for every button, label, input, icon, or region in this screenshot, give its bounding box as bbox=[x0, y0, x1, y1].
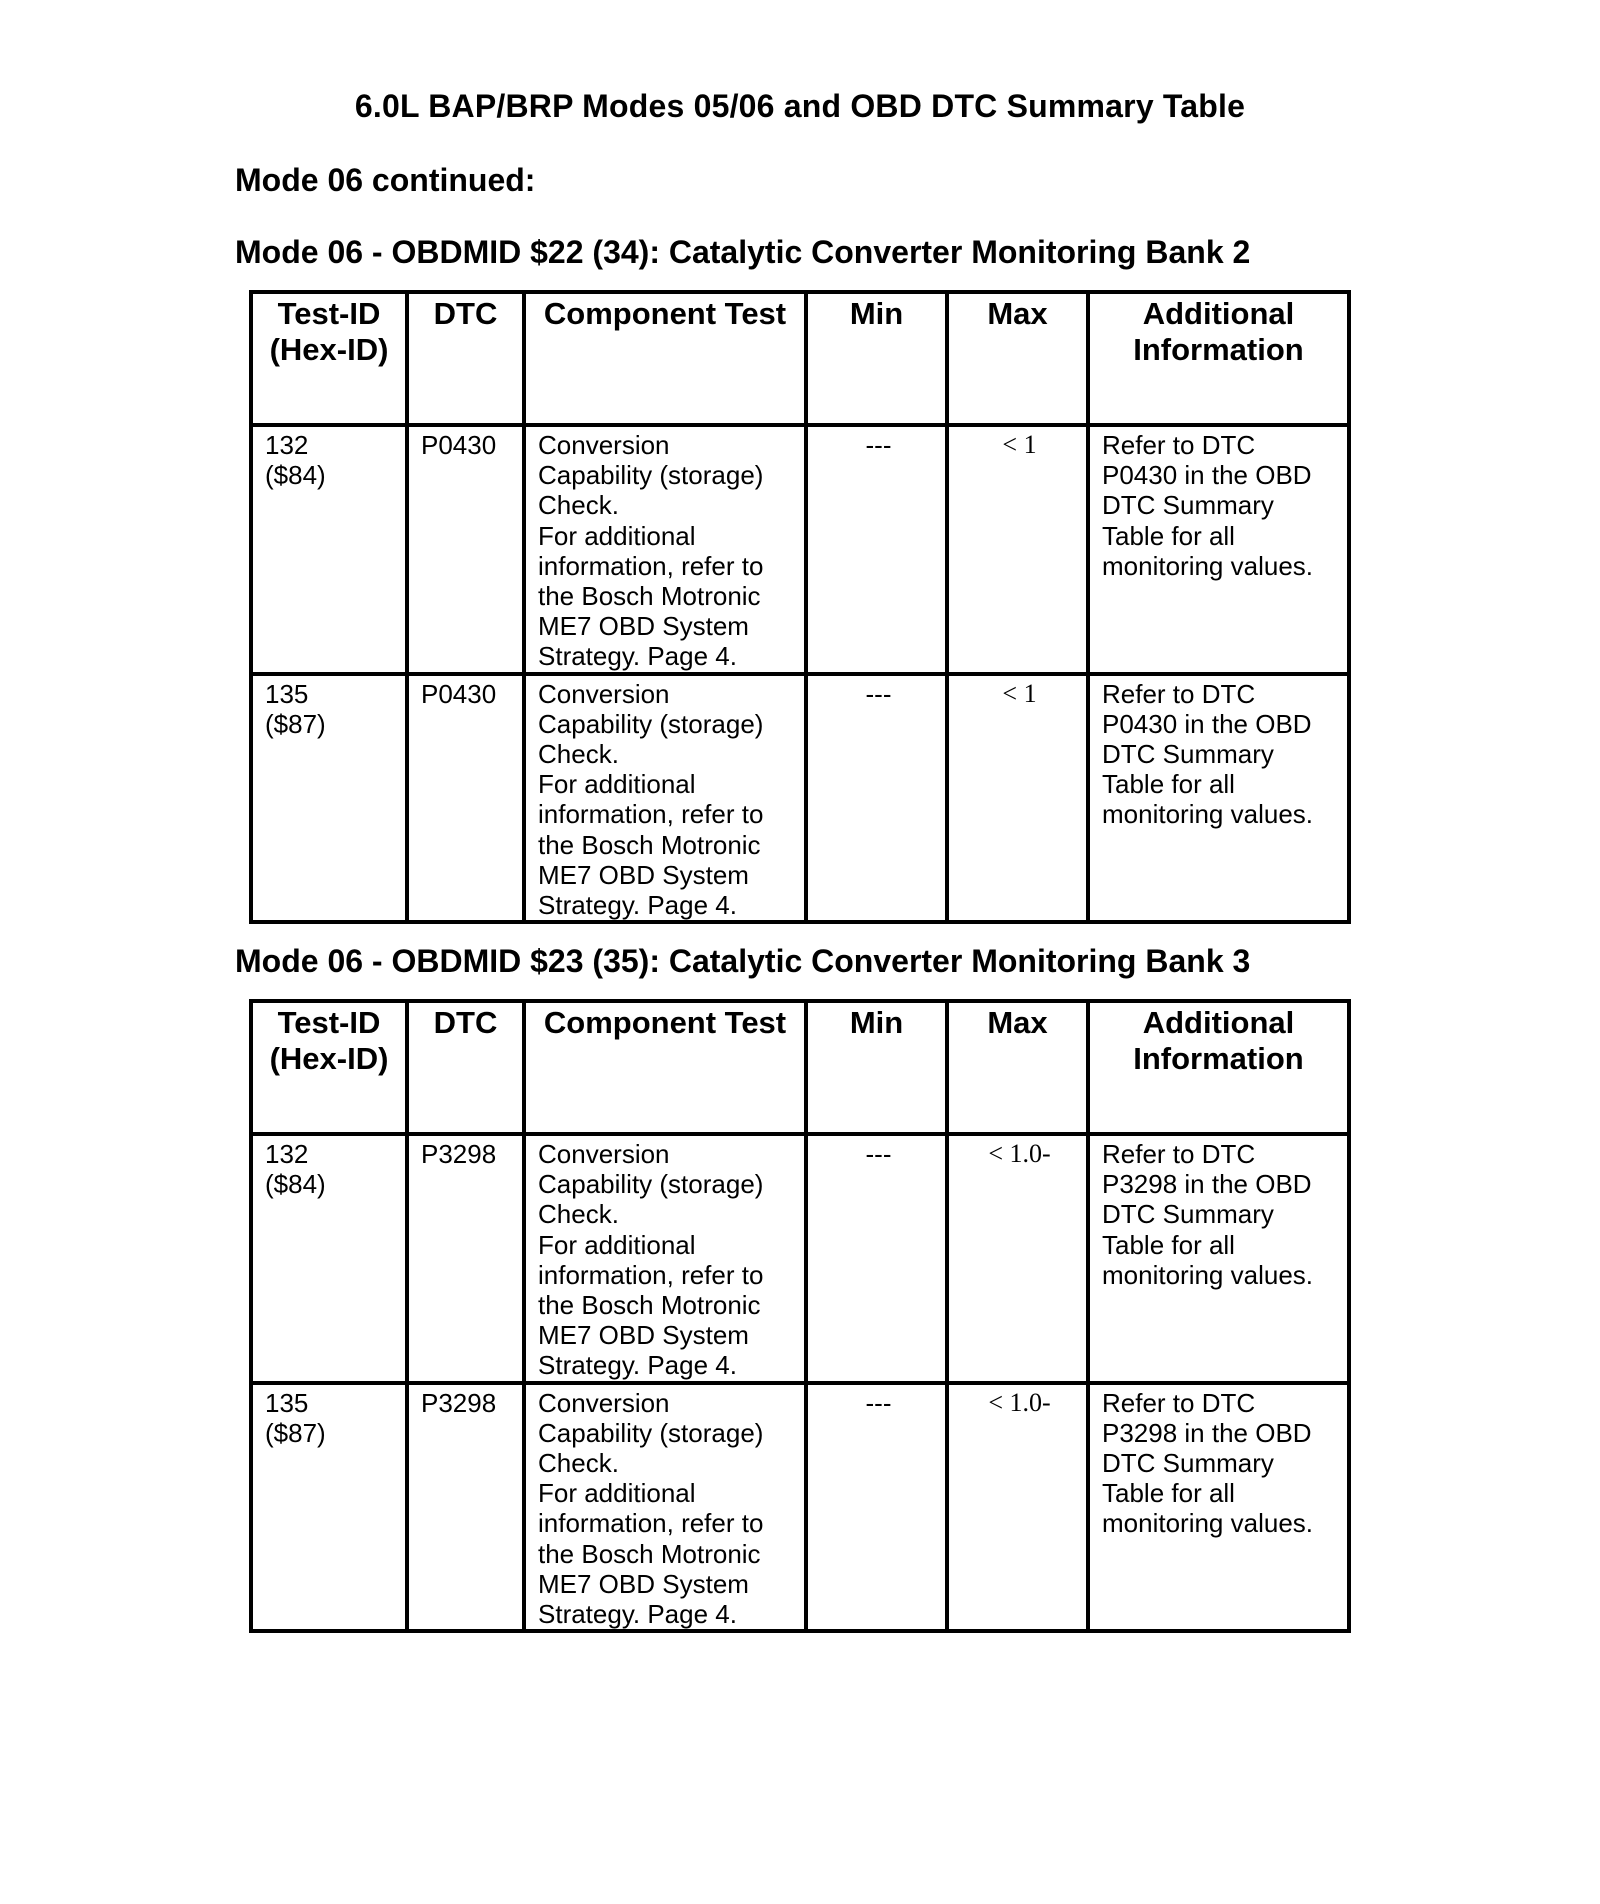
additional-info-line: monitoring values. bbox=[1102, 799, 1313, 830]
max-value: < 1 bbox=[1002, 678, 1037, 708]
dtc-code: P0430 bbox=[421, 678, 497, 709]
column-header-min bbox=[806, 292, 947, 425]
test-id: 135 bbox=[265, 1387, 309, 1418]
max-cell bbox=[947, 1383, 1088, 1632]
column-header-max bbox=[947, 1001, 1088, 1134]
test-id-cell bbox=[251, 674, 407, 923]
header-label-line: Min bbox=[849, 1005, 904, 1040]
dtc-table-bank-3 bbox=[249, 999, 1351, 1633]
additional-info-line: P0430 in the OBD bbox=[1102, 460, 1312, 491]
component-test-cell bbox=[524, 1134, 806, 1383]
column-header-component-test bbox=[524, 1001, 806, 1134]
mode-06-continued-label: Mode 06 continued: bbox=[235, 162, 536, 198]
min-value: --- bbox=[865, 430, 892, 460]
component-test-line: Strategy. Page 4. bbox=[538, 641, 737, 672]
component-test-cell bbox=[524, 1383, 806, 1632]
component-test-line: Strategy. Page 4. bbox=[538, 1599, 737, 1630]
column-header-additional-information bbox=[1088, 1001, 1349, 1134]
component-test-line: the Bosch Motronic bbox=[538, 1290, 761, 1321]
component-test-line: the Bosch Motronic bbox=[538, 1538, 761, 1569]
max-value: < 1.0- bbox=[988, 1139, 1051, 1168]
additional-info-line: DTC Summary bbox=[1102, 490, 1274, 521]
component-test-line: Capability (storage) bbox=[538, 1169, 764, 1200]
additional-info-cell bbox=[1088, 425, 1349, 674]
min-value: --- bbox=[865, 1139, 892, 1169]
hex-id: ($87) bbox=[265, 1417, 326, 1448]
dtc-code: P0430 bbox=[421, 430, 497, 460]
component-test-line: For additional bbox=[538, 520, 696, 551]
header-label-line: Additional bbox=[1142, 1005, 1295, 1040]
additional-info-line: monitoring values. bbox=[1102, 550, 1313, 581]
min-cell bbox=[806, 1383, 947, 1632]
component-test-line: Check. bbox=[538, 1448, 619, 1479]
min-cell bbox=[806, 674, 947, 923]
max-cell bbox=[947, 674, 1088, 923]
component-test-cell bbox=[524, 425, 806, 674]
test-id-cell bbox=[251, 425, 407, 674]
component-test-line: Capability (storage) bbox=[538, 1417, 764, 1448]
component-test-line: ME7 OBD System bbox=[538, 1320, 749, 1351]
additional-info-line: monitoring values. bbox=[1102, 1259, 1313, 1290]
additional-info-line: Refer to DTC bbox=[1102, 1387, 1256, 1418]
table-header-row bbox=[251, 292, 1349, 425]
column-header-component-test bbox=[524, 292, 806, 425]
min-value: --- bbox=[865, 678, 892, 709]
column-header-dtc bbox=[407, 1001, 524, 1134]
dtc-cell bbox=[407, 1134, 524, 1383]
component-test-line: Check. bbox=[538, 490, 619, 521]
dtc-cell bbox=[407, 1383, 524, 1632]
header-label-line: Additional bbox=[1142, 296, 1295, 331]
test-id: 132 bbox=[265, 430, 309, 460]
header-label-line: (Hex-ID) bbox=[269, 332, 389, 367]
header-label-line: DTC bbox=[433, 296, 498, 331]
component-test-line: ME7 OBD System bbox=[538, 1568, 749, 1599]
table-row bbox=[251, 674, 1349, 923]
component-test-line: Strategy. Page 4. bbox=[538, 890, 737, 921]
additional-info-line: Table for all bbox=[1102, 1478, 1235, 1509]
component-test-line: ME7 OBD System bbox=[538, 859, 749, 890]
additional-info-line: DTC Summary bbox=[1102, 1448, 1274, 1479]
additional-info-cell bbox=[1088, 1383, 1349, 1632]
dtc-code: P3298 bbox=[421, 1387, 497, 1418]
component-test-line: the Bosch Motronic bbox=[538, 581, 761, 612]
hex-id: ($84) bbox=[265, 1169, 326, 1200]
component-test-line: the Bosch Motronic bbox=[538, 829, 761, 860]
column-header-additional-information bbox=[1088, 292, 1349, 425]
min-value: --- bbox=[865, 1387, 892, 1418]
header-label-line: Test-ID bbox=[277, 1005, 381, 1040]
additional-info-line: Refer to DTC bbox=[1102, 430, 1256, 460]
component-test-line: Conversion bbox=[538, 1387, 670, 1418]
additional-info-line: DTC Summary bbox=[1102, 739, 1274, 770]
additional-info-cell bbox=[1088, 674, 1349, 923]
component-test-line: Check. bbox=[538, 739, 619, 770]
max-value: < 1.0- bbox=[988, 1387, 1051, 1417]
component-test-line: information, refer to bbox=[538, 550, 764, 581]
additional-info-line: Table for all bbox=[1102, 769, 1235, 800]
additional-info-line: P3298 in the OBD bbox=[1102, 1169, 1312, 1200]
dtc-cell bbox=[407, 674, 524, 923]
component-test-line: information, refer to bbox=[538, 1508, 764, 1539]
section-heading-bank-3: Mode 06 - OBDMID $23 (35): Catalytic Converter Monitoring Bank 3 bbox=[235, 943, 1251, 979]
additional-info-line: Table for all bbox=[1102, 520, 1235, 551]
additional-info-cell bbox=[1088, 1134, 1349, 1383]
additional-info-line: P3298 in the OBD bbox=[1102, 1417, 1312, 1448]
component-test-line: Conversion bbox=[538, 678, 670, 709]
additional-info-line: Refer to DTC bbox=[1102, 1139, 1256, 1169]
hex-id: ($87) bbox=[265, 708, 326, 739]
component-test-line: Check. bbox=[538, 1199, 619, 1230]
header-label-line: (Hex-ID) bbox=[269, 1041, 389, 1076]
table-row bbox=[251, 1383, 1349, 1632]
component-test-line: information, refer to bbox=[538, 1259, 764, 1290]
document-title: 6.0L BAP/BRP Modes 05/06 and OBD DTC Summary Table bbox=[354, 88, 1246, 124]
dtc-table-bank-2 bbox=[249, 290, 1351, 924]
header-label-line: Test-ID bbox=[277, 296, 381, 331]
table-row bbox=[251, 425, 1349, 674]
header-label-line: DTC bbox=[433, 1005, 498, 1040]
max-cell bbox=[947, 1134, 1088, 1383]
additional-info-line: DTC Summary bbox=[1102, 1199, 1274, 1230]
component-test-line: information, refer to bbox=[538, 799, 764, 830]
max-cell bbox=[947, 425, 1088, 674]
header-label-line: Component Test bbox=[543, 296, 787, 331]
column-header-min bbox=[806, 1001, 947, 1134]
header-label-line: Component Test bbox=[543, 1005, 787, 1040]
table-header-row bbox=[251, 1001, 1349, 1134]
column-header-max bbox=[947, 292, 1088, 425]
dtc-cell bbox=[407, 425, 524, 674]
component-test-line: Conversion bbox=[538, 430, 670, 460]
additional-info-line: monitoring values. bbox=[1102, 1508, 1313, 1539]
component-test-cell bbox=[524, 674, 806, 923]
header-label-line: Information bbox=[1133, 1041, 1304, 1076]
test-id-cell bbox=[251, 1383, 407, 1632]
test-id: 132 bbox=[265, 1139, 309, 1169]
component-test-line: Conversion bbox=[538, 1139, 670, 1169]
min-cell bbox=[806, 1134, 947, 1383]
column-header-test-id bbox=[251, 1001, 407, 1134]
header-label-line: Max bbox=[987, 1005, 1048, 1040]
hex-id: ($84) bbox=[265, 460, 326, 491]
test-id-cell bbox=[251, 1134, 407, 1383]
column-header-test-id bbox=[251, 292, 407, 425]
header-label-line: Min bbox=[849, 296, 904, 331]
additional-info-line: Refer to DTC bbox=[1102, 678, 1256, 709]
column-header-dtc bbox=[407, 292, 524, 425]
component-test-line: For additional bbox=[538, 769, 696, 800]
test-id: 135 bbox=[265, 678, 309, 709]
component-test-line: Capability (storage) bbox=[538, 460, 764, 491]
dtc-code: P3298 bbox=[421, 1139, 497, 1169]
header-label-line: Information bbox=[1133, 332, 1304, 367]
component-test-line: For additional bbox=[538, 1478, 696, 1509]
table-row bbox=[251, 1134, 1349, 1383]
component-test-line: For additional bbox=[538, 1229, 696, 1260]
component-test-line: ME7 OBD System bbox=[538, 611, 749, 642]
section-heading-bank-2: Mode 06 - OBDMID $22 (34): Catalytic Converter Monitoring Bank 2 bbox=[235, 234, 1251, 270]
component-test-line: Strategy. Page 4. bbox=[538, 1350, 737, 1381]
header-label-line: Max bbox=[987, 296, 1048, 331]
min-cell bbox=[806, 425, 947, 674]
additional-info-line: Table for all bbox=[1102, 1229, 1235, 1260]
max-value: < 1 bbox=[1002, 430, 1037, 459]
additional-info-line: P0430 in the OBD bbox=[1102, 708, 1312, 739]
component-test-line: Capability (storage) bbox=[538, 708, 764, 739]
